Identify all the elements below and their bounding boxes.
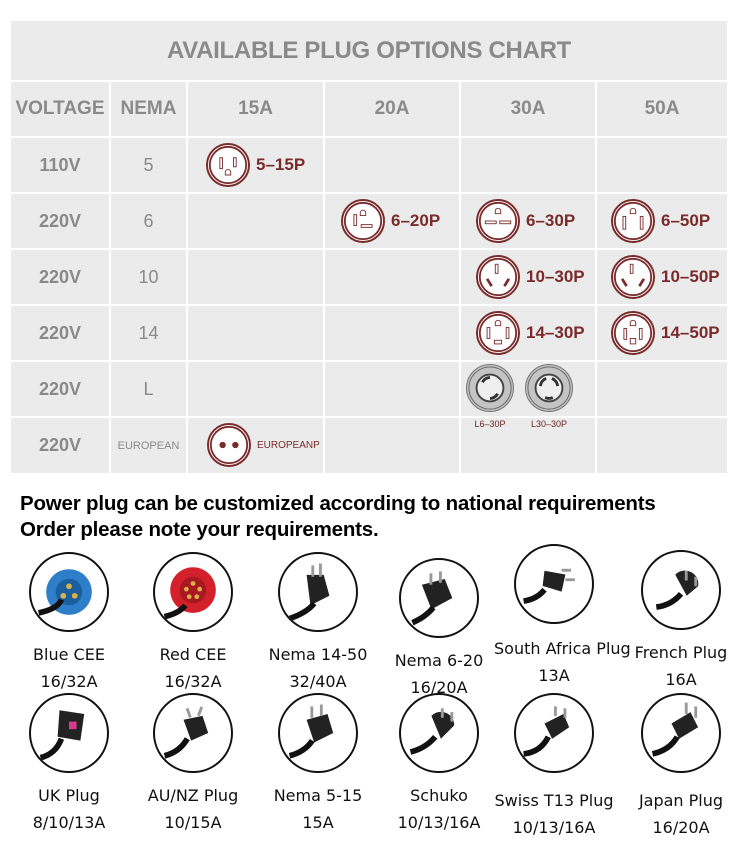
plug-type-blue-cee [9,552,129,691]
plug-label: L30–30P [530,419,568,429]
au-nz-plug-icon [153,693,233,773]
plug-options-chart [11,21,727,473]
plug-type-name: Red CEE [159,645,227,664]
plug-type-nema-5-15 [258,693,378,832]
nema-14-50-receptacle-icon [611,311,655,355]
grid-line [595,81,597,473]
chart-title: AVAILABLE PLUG OPTIONS CHART [166,37,572,64]
plug-l30-30p [525,364,573,429]
nema-10-50-receptacle-icon [611,255,655,299]
plug-type-name: UK Plug [38,786,100,805]
swiss-t13-plug-icon [514,693,594,773]
plug-type-name: Schuko [410,786,468,805]
plug-type-name: Nema 5-15 [273,786,363,805]
plug-type-nema-6-20 [379,558,499,697]
plug-type-name: Nema 6-20 [394,651,484,670]
japan-plug-icon [641,693,721,773]
voltage-cell: 220V [38,266,82,287]
header-voltage: VOLTAGE [15,98,105,119]
plug-6-30p [476,199,575,243]
plug-type-name: Blue CEE [33,645,105,664]
european-socket-icon [207,423,251,467]
plug-type-name: Swiss T13 Plug [494,791,614,810]
nema-6-50-receptacle-icon [611,199,655,243]
plug-6-50p [611,199,710,243]
plug-10-50p [611,255,720,299]
french-plug-icon [641,550,721,630]
plug-l6-30p [466,364,514,429]
voltage-cell: 220V [38,322,82,343]
plug-type-french [621,550,741,689]
nema-cell: 6 [143,210,154,231]
voltage-cell: 220V [38,378,82,399]
nema-5-15-plug-icon [278,693,358,773]
nema-5-15-receptacle-icon [206,143,250,187]
blue-cee-plug-icon [29,552,109,632]
plug-european [207,423,320,467]
plug-10-30p [476,255,585,299]
nema-cell: L [143,378,154,399]
plug-6-20p [341,199,440,243]
locking-l6-30-plug-icon [466,364,514,412]
plug-type-rating: 16/32A [164,672,222,691]
plug-type-rating: 15A [302,813,334,832]
plug-type-name: French Plug [634,643,728,662]
plug-5-15p [206,143,305,187]
plug-label: 6–20P [391,211,441,230]
nema-6-30-receptacle-icon [476,199,520,243]
nema-6-20-receptacle-icon [341,199,385,243]
header-30a: 30A [510,98,546,119]
plug-type-rating: 10/13/16A [397,813,481,832]
plug-type-swiss-t13 [494,693,614,837]
nema-cell: 14 [138,322,159,343]
plug-label: L6–30P [474,419,506,429]
south-africa-plug-icon [514,544,594,624]
plug-type-name: AU/NZ Plug [147,786,239,805]
header-15a: 15A [238,98,273,119]
schuko-plug-icon [399,693,479,773]
plug-type-name: Japan Plug [638,791,724,810]
plug-type-uk [9,693,129,832]
plug-label: 14–30P [526,323,585,342]
plug-type-red-cee [133,552,253,691]
plug-14-30p [476,311,585,355]
nema-cell: 5 [143,154,154,175]
plug-14-50p [611,311,720,355]
plug-label: 10–30P [526,267,585,286]
notice-line-2: Order please note your requirements. [20,518,379,541]
plug-type-rating: 16A [665,670,697,689]
plug-type-japan [621,693,741,837]
plug-type-rating: 10/15A [164,813,222,832]
header-50a: 50A [644,98,680,119]
grid-line [459,81,461,473]
uk-plug-icon [29,693,109,773]
voltage-cell: 220V [38,435,82,455]
locking-l30-30-plug-icon [525,364,573,412]
nema-10-30-receptacle-icon [476,255,520,299]
plug-label: 6–50P [661,211,711,230]
plug-type-schuko [379,693,499,832]
plug-label: 5–15P [256,155,306,174]
nema-6-20-plug-icon [399,558,479,638]
plug-type-rating: 16/32A [40,672,98,691]
plug-type-rating: 16/20A [410,678,468,697]
nema-cell: 10 [138,266,159,287]
voltage-cell: 220V [38,210,82,231]
header-20a: 20A [374,98,410,119]
header-nema: NEMA [120,98,177,119]
plug-type-south-africa [494,544,631,685]
grid-line [186,81,188,473]
plug-type-rating: 13A [538,666,570,685]
plug-label: 14–50P [661,323,720,342]
nema-cell: EUROPEAN [117,439,180,452]
plug-label: EUROPEANP [257,439,320,451]
notice-line-1: Power plug can be customized according to national requirements [20,492,656,515]
plug-type-rating: 10/13/16A [512,818,596,837]
voltage-cell: 110V [39,154,81,175]
nema-14-50-plug-icon [278,552,358,632]
plug-type-rating: 8/10/13A [32,813,106,832]
plug-label: 10–50P [661,267,720,286]
plug-type-rating: 16/20A [652,818,710,837]
plug-label: 6–30P [526,211,576,230]
red-cee-plug-icon [153,552,233,632]
plug-type-name: Nema 14-50 [268,645,368,664]
plug-type-nema-14-50 [258,552,378,691]
plug-type-name: South Africa Plug [494,639,631,658]
grid-line [323,81,325,473]
nema-14-30-receptacle-icon [476,311,520,355]
plug-type-rating: 32/40A [289,672,347,691]
plug-type-au-nz [133,693,253,832]
